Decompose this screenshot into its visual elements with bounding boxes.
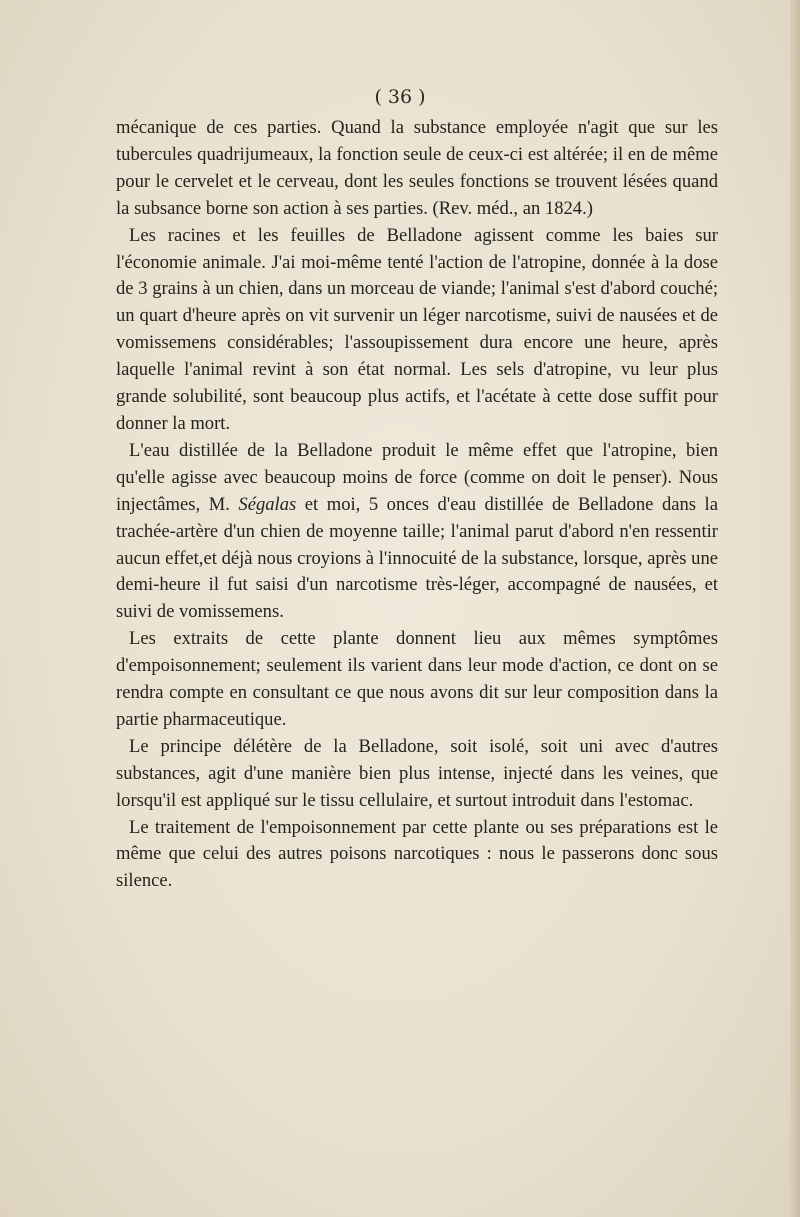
author-name: Ségalas (238, 493, 297, 515)
paragraph-belladone-roots: Les racines et les feuilles de Belladone agissent comme les baies sur l'économie animale. J'ai moi-même tenté l'action de l'atropine, donnée à la dose de 3 grains à un chien, dans un morceau de viande; l'animal s'est d'abord couché; un quart d'heure après on vit survenir un léger narcotisme, suivi de nausées et de vomissemens considérables; l'assoupissement dura encore une heure, après laquelle l'animal revint à son état normal. Les sels d'atropine, vu leur plus grande solubilité, sont beaucoup plus actifs, et l'acétate à cette dose suffit pour donner la mort. (116, 224, 718, 434)
paragraph-text: L'eau distillée de la Belladone produit le même effet que l'atropine, bien qu'elle agisse avec beaucoup moins de force (comme on doit le penser). Nous injectâmes, M. (116, 439, 718, 515)
page-number: ( 36 ) (374, 86, 426, 108)
body-text (116, 115, 718, 895)
paragraph-continued: mécanique de ces parties. Quand la substance employée n'agit que sur les tubercules quadrijumeaux, la fonction seule de ceux-ci est altérée; il en de même pour le cervelet et le cerveau, dont les seules fonctions se trouvent lésées quand la subsance borne son action à ses parties. (Rev. méd., an 1824.) (116, 117, 718, 219)
paragraph-principle: Le principe délétère de la Belladone, soit isolé, soit uni avec d'autres substances, agit d'une manière bien plus intense, injecté dans les veines, que lorsqu'il est appliqué sur le tissu cellulaire, et surtout introduit dans l'estomac. (116, 735, 718, 811)
paragraph-extracts: Les extraits de cette plante donnent lieu aux mêmes symptômes d'empoisonnement; seulement ils varient dans leur mode d'action, ce dont on se rendra compte en consultant ce que nous avons dit sur leur composition dans la partie pharmaceutique. (116, 628, 718, 730)
paragraph-treatment: Le traitement de l'empoisonnement par cette plante ou ses préparations est le même que celui des autres poisons narcotiques : nous le passerons donc sous silence. (116, 816, 718, 892)
paragraph-text: et moi, 5 onces d'eau distillée de Belladone dans la trachée-artère d'un chien de moyenne taille; l'animal parut d'abord n'en ressentir aucun effet,et déjà nous croyions à l'innocuité de la substance, lorsque, après une demi-heure il fut saisi d'un narcotisme très-léger, accompagné de nausées, et suivi de vomissemens. (116, 493, 718, 623)
paragraph-distilled-water (116, 438, 718, 626)
page-edge (790, 0, 800, 1217)
